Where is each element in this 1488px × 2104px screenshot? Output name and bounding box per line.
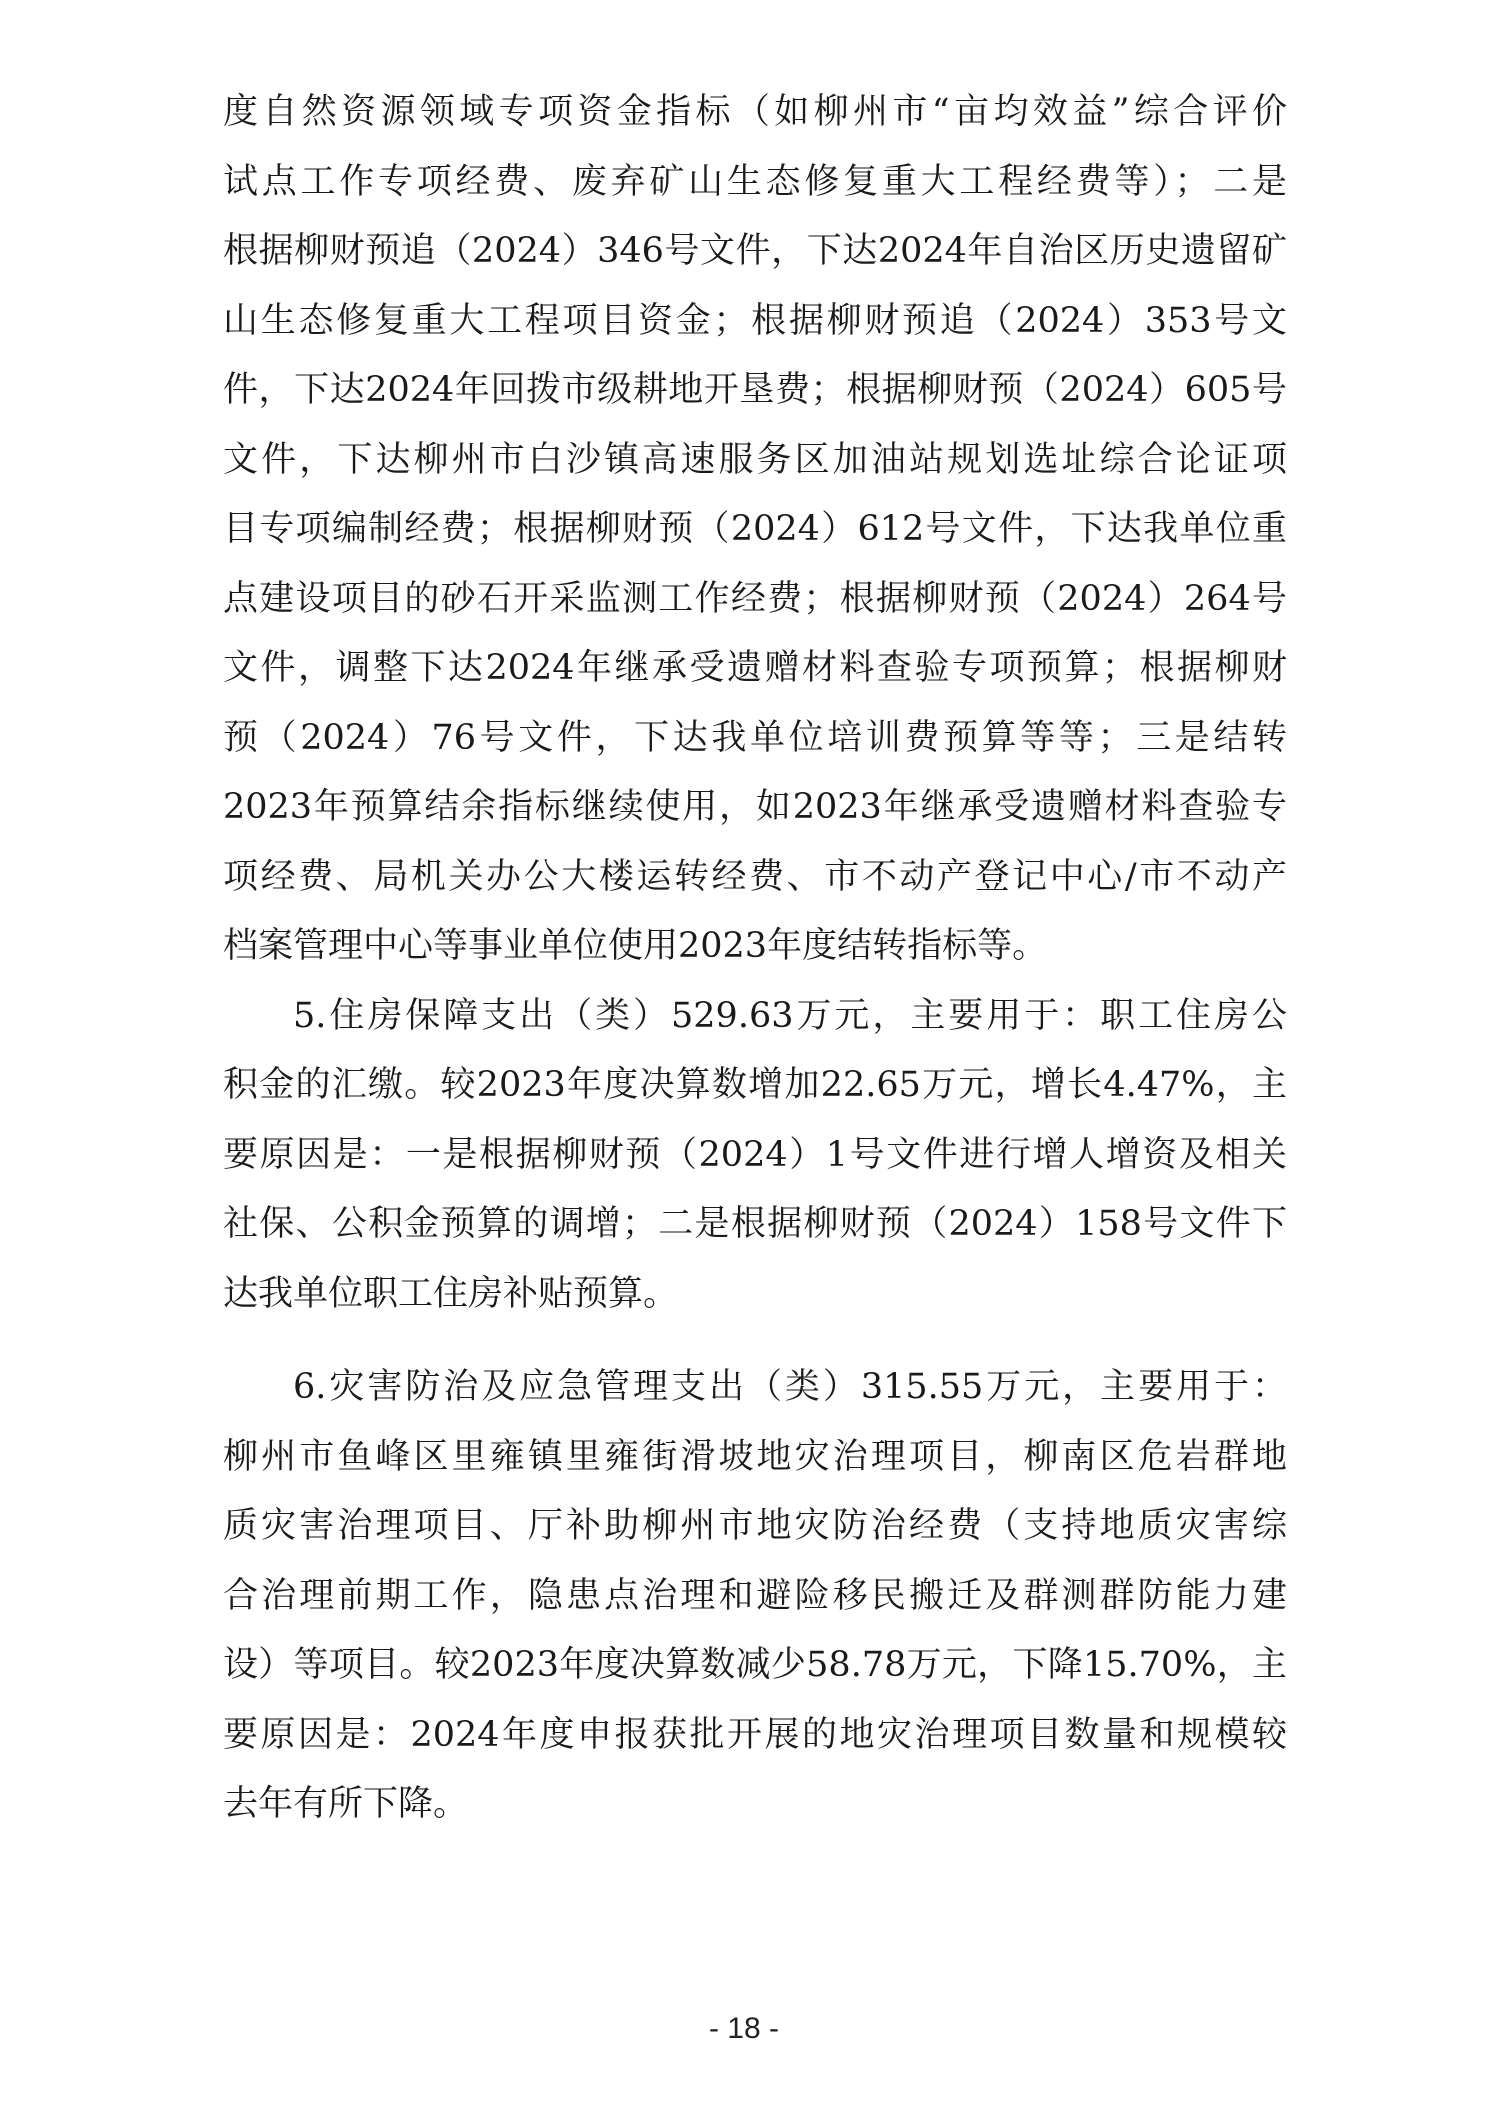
text-line: 社保、公积金预算的调增；二是根据柳财预（2024）158号文件下 [223, 1204, 1287, 1244]
text-line: 项经费、局机关办公大楼运转经费、市不动产登记中心/市不动产 [223, 856, 1287, 897]
text-line: 质灾害治理项目、厅补助柳州市地灾防治经费（支持地质灾害综 [223, 1506, 1287, 1546]
text-line: 设）等项目。较2023年度决算数减少58.78万元，下降15.70%，主 [223, 1645, 1287, 1685]
text-line: 山生态修复重大工程项目资金；根据柳财预追（2024）353号文 [223, 300, 1287, 341]
paragraph-housing-security [223, 982, 1287, 1330]
text-line: 合治理前期工作，隐患点治理和避险移民搬迁及群测群防能力建 [223, 1575, 1287, 1616]
text-line: 点建设项目的砂石开采监测工作经费；根据柳财预（2024）264号 [223, 578, 1287, 619]
text-line: 目专项编制经费；根据柳财预（2024）612号文件，下达我单位重 [223, 509, 1287, 549]
text-line: 5.住房保障支出（类）529.63万元，主要用于：职工住房公 [293, 995, 1287, 1036]
text-line: 要原因是：一是根据柳财预（2024）1号文件进行增人增资及相关 [223, 1134, 1287, 1175]
text-line: 要原因是：2024年度申报获批开展的地灾治理项目数量和规模较 [223, 1714, 1287, 1755]
text-line: 根据柳财预追（2024）346号文件，下达2024年自治区历史遗留矿 [223, 231, 1287, 271]
text-line: 试点工作专项经费、废弃矿山生态修复重大工程经费等）；二是 [223, 161, 1287, 202]
text-line: 档案管理中心等事业单位使用2023年度结转指标等。 [223, 926, 1048, 966]
text-line: 达我单位职工住房补贴预算。 [223, 1273, 679, 1314]
page-body [223, 78, 1287, 1840]
text-line: 积金的汇缴。较2023年度决算数增加22.65万元，增长4.47%，主 [223, 1065, 1287, 1105]
text-line: 度自然资源领域专项资金指标（如柳州市“亩均效益”综合评价 [223, 92, 1287, 132]
page-number: - 18 - [708, 2012, 780, 2045]
text-line: 文件，调整下达2024年继承受遗赠材料查验专项预算；根据柳财 [223, 648, 1287, 688]
text-line: 文件，下达柳州市白沙镇高速服务区加油站规划选址综合论证项 [223, 439, 1287, 480]
text-line: 预（2024）76号文件，下达我单位培训费预算等等；三是结转 [223, 717, 1287, 758]
paragraph-disaster-prevention [223, 1353, 1287, 1840]
text-line: 2023年预算结余指标继续使用，如2023年继承受遗赠材料查验专 [223, 787, 1287, 827]
text-line: 件，下达2024年回拨市级耕地开垦费；根据柳财预（2024）605号 [223, 370, 1287, 410]
text-line: 柳州市鱼峰区里雍镇里雍街滑坡地灾治理项目，柳南区危岩群地 [223, 1436, 1287, 1477]
text-line: 6.灾害防治及应急管理支出（类）315.55万元，主要用于： [293, 1367, 1287, 1407]
text-line: 去年有所下降。 [223, 1784, 469, 1824]
paragraph-budget-continuation [223, 78, 1287, 982]
paragraph-spacer [223, 1329, 1287, 1353]
